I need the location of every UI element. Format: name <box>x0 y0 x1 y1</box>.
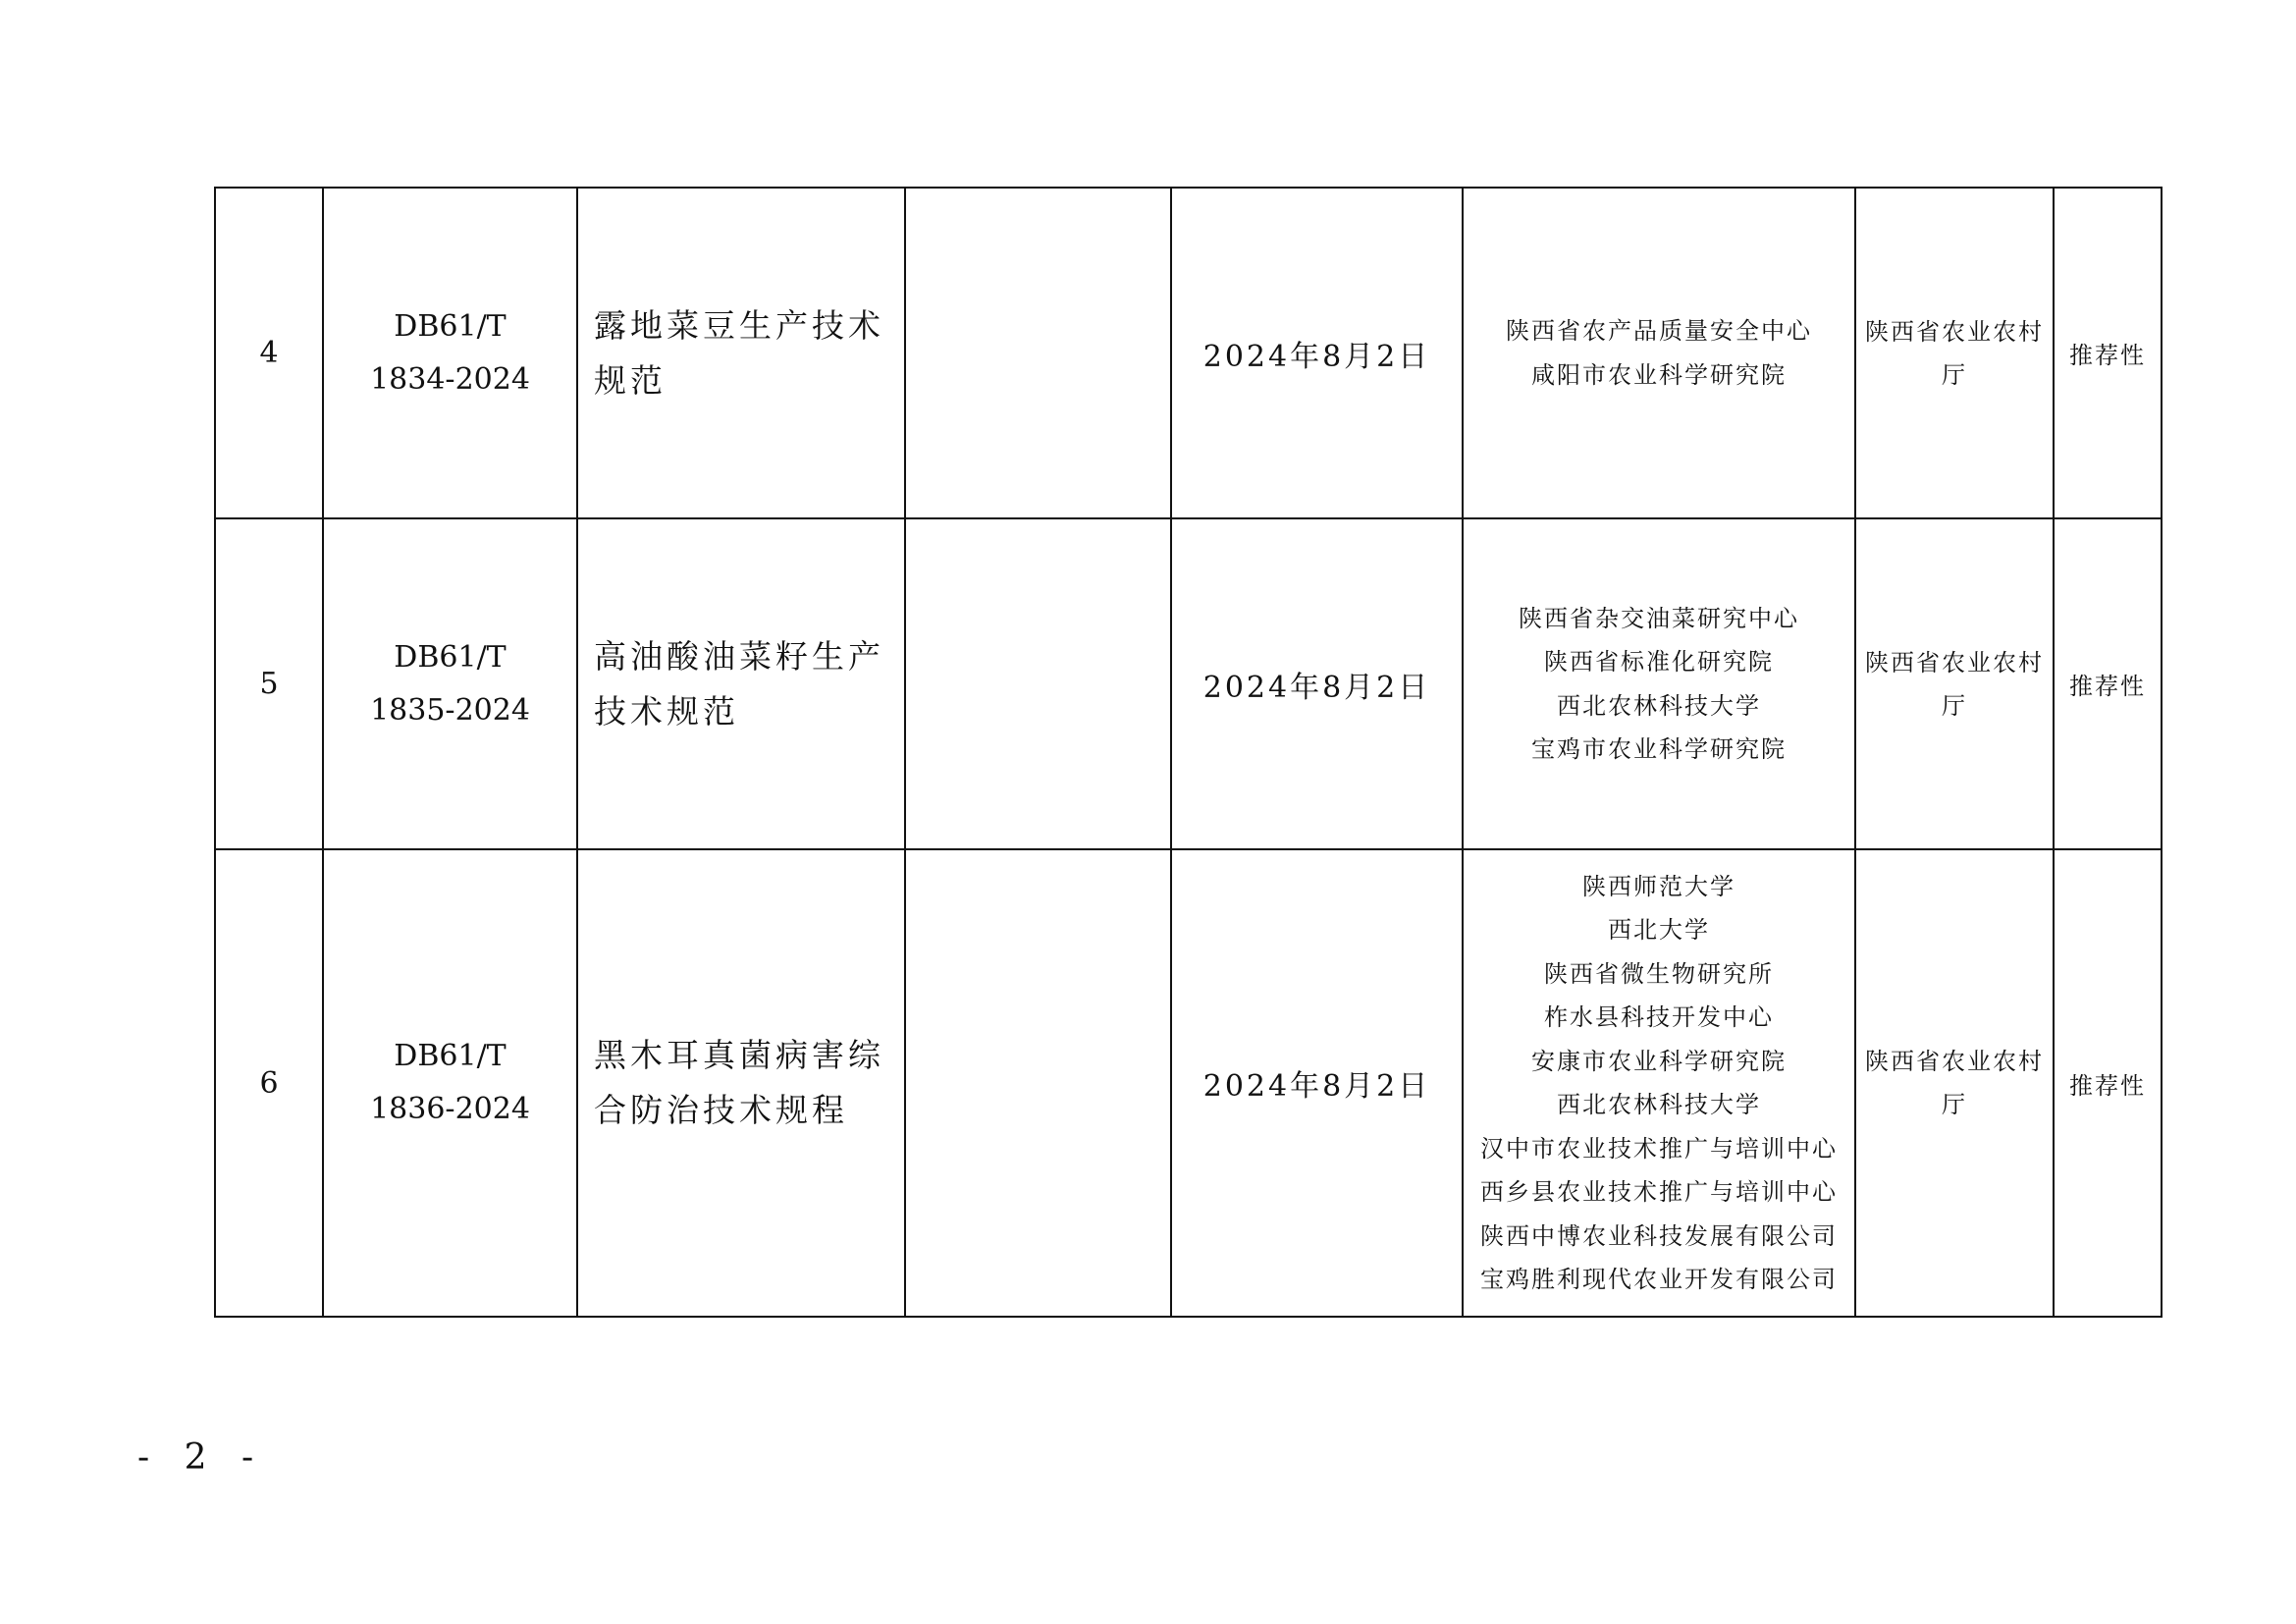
table-row <box>215 849 2162 1317</box>
responsible-department: 陕西省农业农村厅 <box>1855 518 2054 849</box>
code-number: 1835-2024 <box>370 692 530 728</box>
code-number: 1836-2024 <box>370 1092 530 1126</box>
replaced-standard <box>905 188 1171 518</box>
standard-name: 高油酸油菜籽生产技术规范 <box>577 518 905 849</box>
standard-code <box>323 188 577 518</box>
drafting-unit: 陕西省微生物研究所 <box>1544 959 1774 988</box>
code-prefix: DB61/T <box>394 308 507 344</box>
drafting-unit: 安康市农业科学研究院 <box>1531 1047 1787 1075</box>
implementation-date: 2024年8月2日 <box>1171 518 1463 849</box>
drafting-units <box>1463 849 1855 1317</box>
drafting-unit: 陕西省标准化研究院 <box>1544 648 1774 676</box>
drafting-unit: 汉中市农业技术推广与培训中心 <box>1480 1134 1838 1163</box>
standard-name: 露地菜豆生产技术规范 <box>577 188 905 518</box>
drafting-units <box>1463 188 1855 518</box>
replaced-standard <box>905 849 1171 1317</box>
table-row <box>215 518 2162 849</box>
drafting-unit: 陕西省杂交油菜研究中心 <box>1519 604 1799 632</box>
standard-nature: 推荐性 <box>2054 188 2162 518</box>
drafting-unit: 西乡县农业技术推广与培训中心 <box>1480 1178 1838 1206</box>
responsible-department: 陕西省农业农村厅 <box>1855 188 2054 518</box>
drafting-unit: 西北农林科技大学 <box>1557 691 1761 720</box>
responsible-department: 陕西省农业农村厅 <box>1855 849 2054 1317</box>
code-prefix: DB61/T <box>394 1039 507 1073</box>
standard-code <box>323 849 577 1317</box>
standard-name: 黑木耳真菌病害综合防治技术规程 <box>577 849 905 1317</box>
standard-nature: 推荐性 <box>2054 518 2162 849</box>
drafting-units <box>1463 518 1855 849</box>
drafting-unit: 西北大学 <box>1608 916 1710 944</box>
implementation-date: 2024年8月2日 <box>1171 849 1463 1317</box>
row-index: 4 <box>215 188 323 518</box>
table-row <box>215 188 2162 518</box>
replaced-standard <box>905 518 1171 849</box>
drafting-unit: 咸阳市农业科学研究院 <box>1531 360 1787 389</box>
drafting-unit: 陕西省农产品质量安全中心 <box>1506 317 1812 345</box>
code-prefix: DB61/T <box>394 639 507 675</box>
row-index: 6 <box>215 849 323 1317</box>
drafting-unit: 宝鸡市农业科学研究院 <box>1531 735 1787 763</box>
page-number: - 2 - <box>137 1437 266 1478</box>
implementation-date: 2024年8月2日 <box>1171 188 1463 518</box>
drafting-unit: 柞水县科技开发中心 <box>1544 1003 1774 1031</box>
code-number: 1834-2024 <box>370 361 530 397</box>
drafting-unit: 陕西师范大学 <box>1582 872 1735 900</box>
standard-nature: 推荐性 <box>2054 849 2162 1317</box>
drafting-unit: 陕西中博农业科技发展有限公司 <box>1480 1221 1838 1250</box>
standards-table <box>214 187 2163 1318</box>
drafting-unit: 宝鸡胜利现代农业开发有限公司 <box>1480 1266 1838 1293</box>
standard-code <box>323 518 577 849</box>
row-index: 5 <box>215 518 323 849</box>
drafting-unit: 西北农林科技大学 <box>1557 1091 1761 1118</box>
